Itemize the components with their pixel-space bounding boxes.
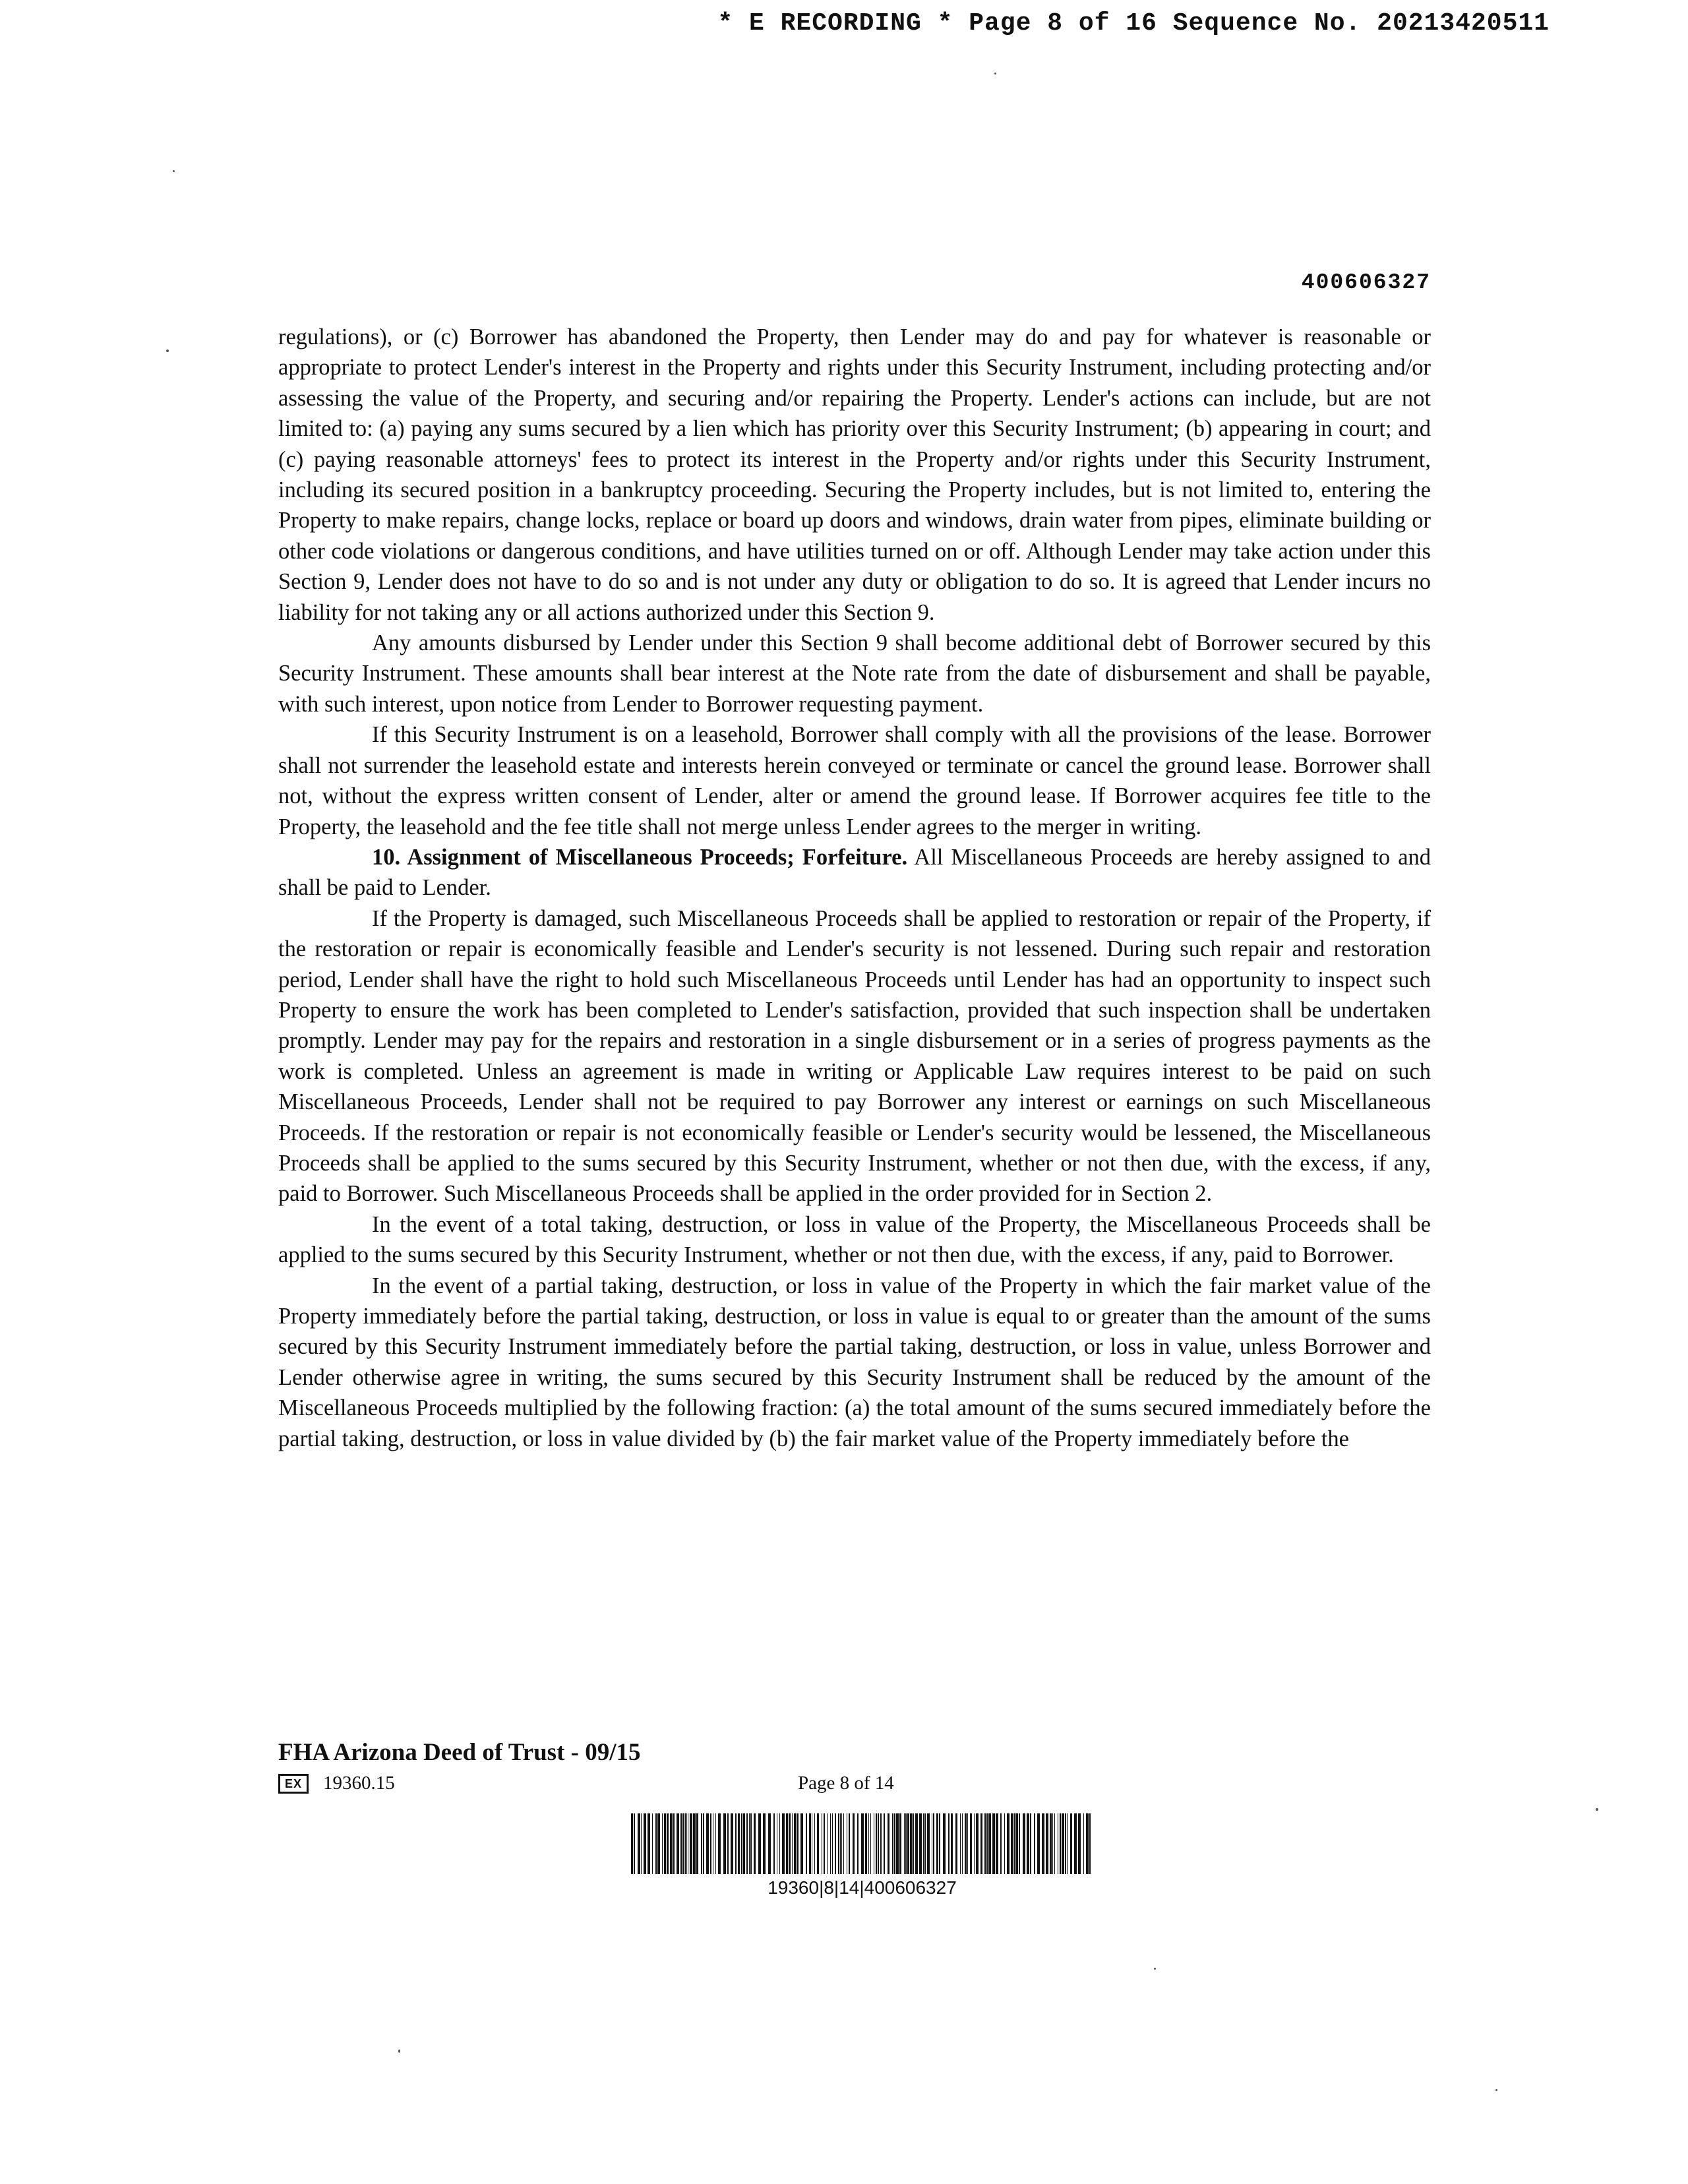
scan-speck <box>166 349 169 352</box>
paragraph-5 <box>278 903 1431 1209</box>
barcode-bar <box>841 1813 842 1874</box>
paragraph-text: Any amounts disbursed by Lender under this Section 9 shall become additional debt of Borrower secured by this Security Instrument. These amounts shall bear interest at the Note rate from the date of disbursement and shall be payable, with such interest, upon notice from Lender to Borrower requesting payment. <box>278 630 1431 717</box>
barcode-bar <box>943 1813 946 1874</box>
barcode-bar <box>667 1813 669 1874</box>
form-number: 19360.15 <box>323 1773 395 1794</box>
barcode-bar <box>967 1813 968 1874</box>
barcode-bar <box>782 1813 785 1874</box>
barcode-bar <box>996 1813 998 1874</box>
barcode-bar <box>738 1813 740 1874</box>
recording-header: * E RECORDING * Page 8 of 16 Sequence No. 20213420511 <box>717 9 1550 38</box>
barcode-icon <box>630 1813 1095 1874</box>
barcode-bar <box>919 1813 922 1874</box>
barcode-bar <box>664 1813 666 1874</box>
barcode-bar <box>1015 1813 1018 1874</box>
scan-speck <box>173 170 175 172</box>
barcode-bar <box>870 1813 871 1874</box>
barcode-text: 19360|8|14|400606327 <box>768 1877 957 1898</box>
barcode-bar <box>849 1813 850 1874</box>
barcode-bar <box>786 1813 788 1874</box>
scan-speck <box>994 73 996 75</box>
barcode-bar <box>878 1813 879 1874</box>
barcode-bar <box>634 1813 635 1874</box>
barcode-bar <box>1086 1813 1089 1874</box>
barcode-bar <box>644 1813 646 1874</box>
barcode-bar <box>1067 1813 1068 1874</box>
barcode-bar <box>693 1813 696 1874</box>
barcode-bar <box>892 1813 893 1874</box>
paragraph-text: In the event of a total taking, destruction, or loss in value of the Property, the Miscellaneous Proceeds shall be applied to the sums secured by this Security Instrument, whether or not then due, with the excess, if any, paid to Borrower. <box>278 1211 1431 1268</box>
barcode-bar <box>1000 1813 1002 1874</box>
paragraph-text: All Miscellaneous Proceeds are hereby assigned to and shall be paid to Lender. <box>278 844 1432 901</box>
barcode-bar <box>655 1813 657 1874</box>
barcode-bar <box>677 1813 679 1874</box>
barcode-bar <box>832 1813 833 1874</box>
barcode-bar <box>768 1813 771 1874</box>
barcode-bar <box>673 1813 675 1874</box>
paragraph-7 <box>278 1271 1431 1454</box>
barcode-bar <box>746 1813 748 1874</box>
barcode-bar <box>754 1813 756 1874</box>
barcode-bar <box>880 1813 882 1874</box>
barcode-bar <box>758 1813 761 1874</box>
barcode-bar <box>861 1813 864 1874</box>
barcode-bar <box>809 1813 811 1874</box>
loan-number: 400606327 <box>1301 270 1431 295</box>
barcode-bar <box>974 1813 975 1874</box>
barcode-bar <box>789 1813 791 1874</box>
barcode-bar <box>927 1813 930 1874</box>
scan-speck <box>1596 1808 1598 1811</box>
barcode-bar <box>1070 1813 1072 1874</box>
barcode-bar <box>853 1813 855 1874</box>
barcode-bar <box>988 1813 991 1874</box>
barcode-bar <box>670 1813 673 1874</box>
barcode-bar <box>884 1813 885 1874</box>
barcode-bar <box>718 1813 721 1874</box>
barcode-bar <box>648 1813 650 1874</box>
barcode-bar <box>1004 1813 1005 1874</box>
barcode-bar <box>735 1813 737 1874</box>
barcode-bar <box>1052 1813 1053 1874</box>
scan-speck <box>398 2049 400 2053</box>
barcode-bar <box>1034 1813 1035 1874</box>
barcode-bar <box>876 1813 877 1874</box>
paragraph-text: In the event of a partial taking, destruction, or loss in value of the Property in which the fair market value of the Property immediately before the partial taking, destruction, or loss in value is equal to or greater than the amount of the sums secured by this Security Instrument immediately before the partial taking, destruction, or loss in value, unless Borrower and Lender otherwise agree in writing, the sums secured by this Security Instrument shall be reduced by the amount of the Miscellaneous Proceeds multiplied by the following fraction: (a) the total amount of the sums secured immediately before the partial taking, destruction, or loss in value divided by (b) the fair market value of the Property immediately before the <box>278 1273 1431 1451</box>
paragraph-6 <box>278 1209 1431 1271</box>
barcode-bar <box>827 1813 828 1874</box>
barcode-bar <box>680 1813 682 1874</box>
barcode-bar <box>905 1813 907 1874</box>
barcode-bar <box>686 1813 687 1874</box>
barcode-bar <box>910 1813 913 1874</box>
barcode-bar <box>936 1813 938 1874</box>
barcode-bar <box>794 1813 796 1874</box>
barcode-bar <box>1023 1813 1025 1874</box>
barcode-bar <box>1060 1813 1061 1874</box>
section-heading: 10. Assignment of Miscellaneous Proceeds; Forfeiture. <box>372 844 908 870</box>
document-body <box>278 322 1431 1454</box>
barcode-bar <box>773 1813 775 1874</box>
barcode-bar <box>907 1813 909 1874</box>
section-10-paragraph <box>278 842 1431 903</box>
paragraph-3 <box>278 719 1431 842</box>
barcode-bar <box>865 1813 867 1874</box>
barcode-bar <box>992 1813 995 1874</box>
barcode-bar <box>965 1813 967 1874</box>
barcode-bar <box>1037 1813 1040 1874</box>
barcode-bar <box>817 1813 819 1874</box>
barcode-bar <box>696 1813 698 1874</box>
barcode-bar <box>951 1813 953 1874</box>
barcode-bar <box>652 1813 653 1874</box>
barcode-bar <box>715 1813 716 1874</box>
barcode-bar <box>743 1813 745 1874</box>
barcode-bar <box>824 1813 825 1874</box>
barcode-bar <box>641 1813 642 1874</box>
barcode-bar <box>955 1813 957 1874</box>
barcode-bar <box>896 1813 899 1874</box>
barcode-bar <box>797 1813 799 1874</box>
barcode-bar <box>899 1813 901 1874</box>
barcode-bar <box>682 1813 684 1874</box>
page-number: Page 8 of 14 <box>798 1773 894 1794</box>
barcode-bar <box>986 1813 988 1874</box>
barcode-bar <box>710 1813 711 1874</box>
form-title: FHA Arizona Deed of Trust - 09/15 <box>278 1739 641 1766</box>
paragraph-text: If this Security Instrument is on a leasehold, Borrower shall comply with all the provisions of the lease. Borrower shall not surrender the leasehold estate and interests herein conveyed or terminate or cancel the ground lease. Borrower shall not, without the express written consent of Lender, alter or amend the ground lease. If Borrower acquires fee title to the Property, the leasehold and the fee title shall not merge unless Lender agrees to the merger in writing. <box>278 722 1431 839</box>
barcode-bar <box>685 1813 686 1874</box>
scan-speck <box>1495 2089 1497 2091</box>
barcode-bar <box>843 1813 844 1874</box>
barcode-bar <box>779 1813 780 1874</box>
barcode-bar <box>1046 1813 1048 1874</box>
paragraph-text: regulations), or (c) Borrower has abandoned the Property, then Lender may do and pay for whatever is reasonable or appropriate to protect Lender's interest in the Property and rights under this Security Instrument, including protecting and/or assessing the value of the Property, and securing and/or repairing the Property. Lender's actions can include, but are not limited to: (a) paying any sums secured by a lien which has priority over this Security Instrument; (b) appearing in court; and (c) paying reasonable attorneys' fees to protect its interest in the Property and/or rights under this Security Instrument, including its secured position in a bankruptcy proceeding. Securing the Property includes, but is not limited to, entering the Property to make repairs, change locks, replace or board up doors and windows, drain water from pipes, eliminate building or other code violations or dangerous conditions, and have utilities turned on or off. Although Lender may take action under this Section 9, Lender does not have to do so and is not under any duty or obligation to do so. It is agreed that Lender incurs no liability for not taking any or all actions authorized under this Section 9. <box>278 324 1431 625</box>
barcode-bar <box>1083 1813 1084 1874</box>
barcode-bar <box>857 1813 859 1874</box>
barcode-bar <box>800 1813 803 1874</box>
barcode-bar <box>657 1813 660 1874</box>
barcode-bar <box>924 1813 926 1874</box>
paragraph-2 <box>278 628 1431 719</box>
barcode-bar <box>1019 1813 1020 1874</box>
barcode-bar <box>1078 1813 1081 1874</box>
barcode-bar <box>970 1813 972 1874</box>
barcode-bar <box>631 1813 633 1874</box>
barcode-bar <box>894 1813 895 1874</box>
barcode-bar <box>984 1813 986 1874</box>
barcode-bar <box>763 1813 766 1874</box>
barcode-bar <box>701 1813 702 1874</box>
barcode-bar <box>1042 1813 1044 1874</box>
barcode-bar <box>1030 1813 1031 1874</box>
barcode-bar <box>662 1813 663 1874</box>
barcode-bar <box>948 1813 950 1874</box>
barcode-bar <box>703 1813 704 1874</box>
form-number-row <box>278 1773 395 1794</box>
barcode-bar <box>939 1813 940 1874</box>
ellie-mae-logo-icon: EX <box>278 1774 309 1794</box>
barcode-bar <box>962 1813 963 1874</box>
barcode-bar <box>830 1813 831 1874</box>
barcode-bar <box>806 1813 807 1874</box>
barcode-bar <box>706 1813 709 1874</box>
barcode-bar <box>960 1813 961 1874</box>
barcode-bar <box>923 1813 924 1874</box>
barcode-bar <box>792 1813 793 1874</box>
barcode-bar <box>1014 1813 1015 1874</box>
barcode-bar <box>638 1813 640 1874</box>
barcode-bar <box>1062 1813 1064 1874</box>
scan-speck <box>1154 1968 1156 1970</box>
barcode-bar <box>1050 1813 1052 1874</box>
barcode-bar <box>1027 1813 1029 1874</box>
barcode-bar <box>690 1813 692 1874</box>
barcode-bar <box>888 1813 889 1874</box>
barcode-bar <box>838 1813 839 1874</box>
barcode-bar <box>1089 1813 1091 1874</box>
barcode-bar <box>727 1813 729 1874</box>
barcode-bar <box>904 1813 905 1874</box>
barcode-bar <box>1054 1813 1055 1874</box>
barcode-bar <box>915 1813 918 1874</box>
barcode-bar <box>723 1813 726 1874</box>
barcode-bar <box>814 1813 815 1874</box>
paragraph-text: If the Property is damaged, such Miscellaneous Proceeds shall be applied to restoration or repair of the Property, if the restoration or repair is economically feasible and Lender's security is not lessened. During such repair and restoration period, Lender shall have the right to hold such Miscellaneous Proceeds until Lender has had an opportunity to inspect such Property to ensure the work has been completed to Lender's satisfaction, provided that such inspection shall be undertaken promptly. Lender may pay for the repairs and restoration in a single disbursement or in a series of progress payments as the work is completed. Unless an agreement is made in writing or Applicable Law requires interest to be paid on such Miscellaneous Proceeds, Lender shall not be required to pay Borrower any interest or earnings on such Miscellaneous Proceeds. If the restoration or repair is not economically feasible or Lender's security would be lessened, the Miscellaneous Proceeds shall be applied to the sums secured by this Security Instrument, whether or not then due, with the excess, if any, paid to Borrower. Such Miscellaneous Proceeds shall be applied in the order provided for in Section 2. <box>278 905 1431 1207</box>
barcode-bar <box>1074 1813 1077 1874</box>
barcode-bar <box>750 1813 752 1874</box>
barcode-bar <box>1065 1813 1066 1874</box>
barcode-bar <box>749 1813 750 1874</box>
barcode-bar <box>976 1813 979 1874</box>
barcode-bar <box>933 1813 934 1874</box>
barcode-bar <box>835 1813 836 1874</box>
barcode-bar <box>741 1813 742 1874</box>
barcode-bar <box>980 1813 982 1874</box>
barcode-bar <box>840 1813 841 1874</box>
barcode-bar <box>731 1813 733 1874</box>
barcode-bar <box>913 1813 914 1874</box>
barcode-bar <box>1007 1813 1010 1874</box>
barcode-bar <box>868 1813 869 1874</box>
barcode-bar <box>1011 1813 1013 1874</box>
paragraph-1 <box>278 322 1431 628</box>
